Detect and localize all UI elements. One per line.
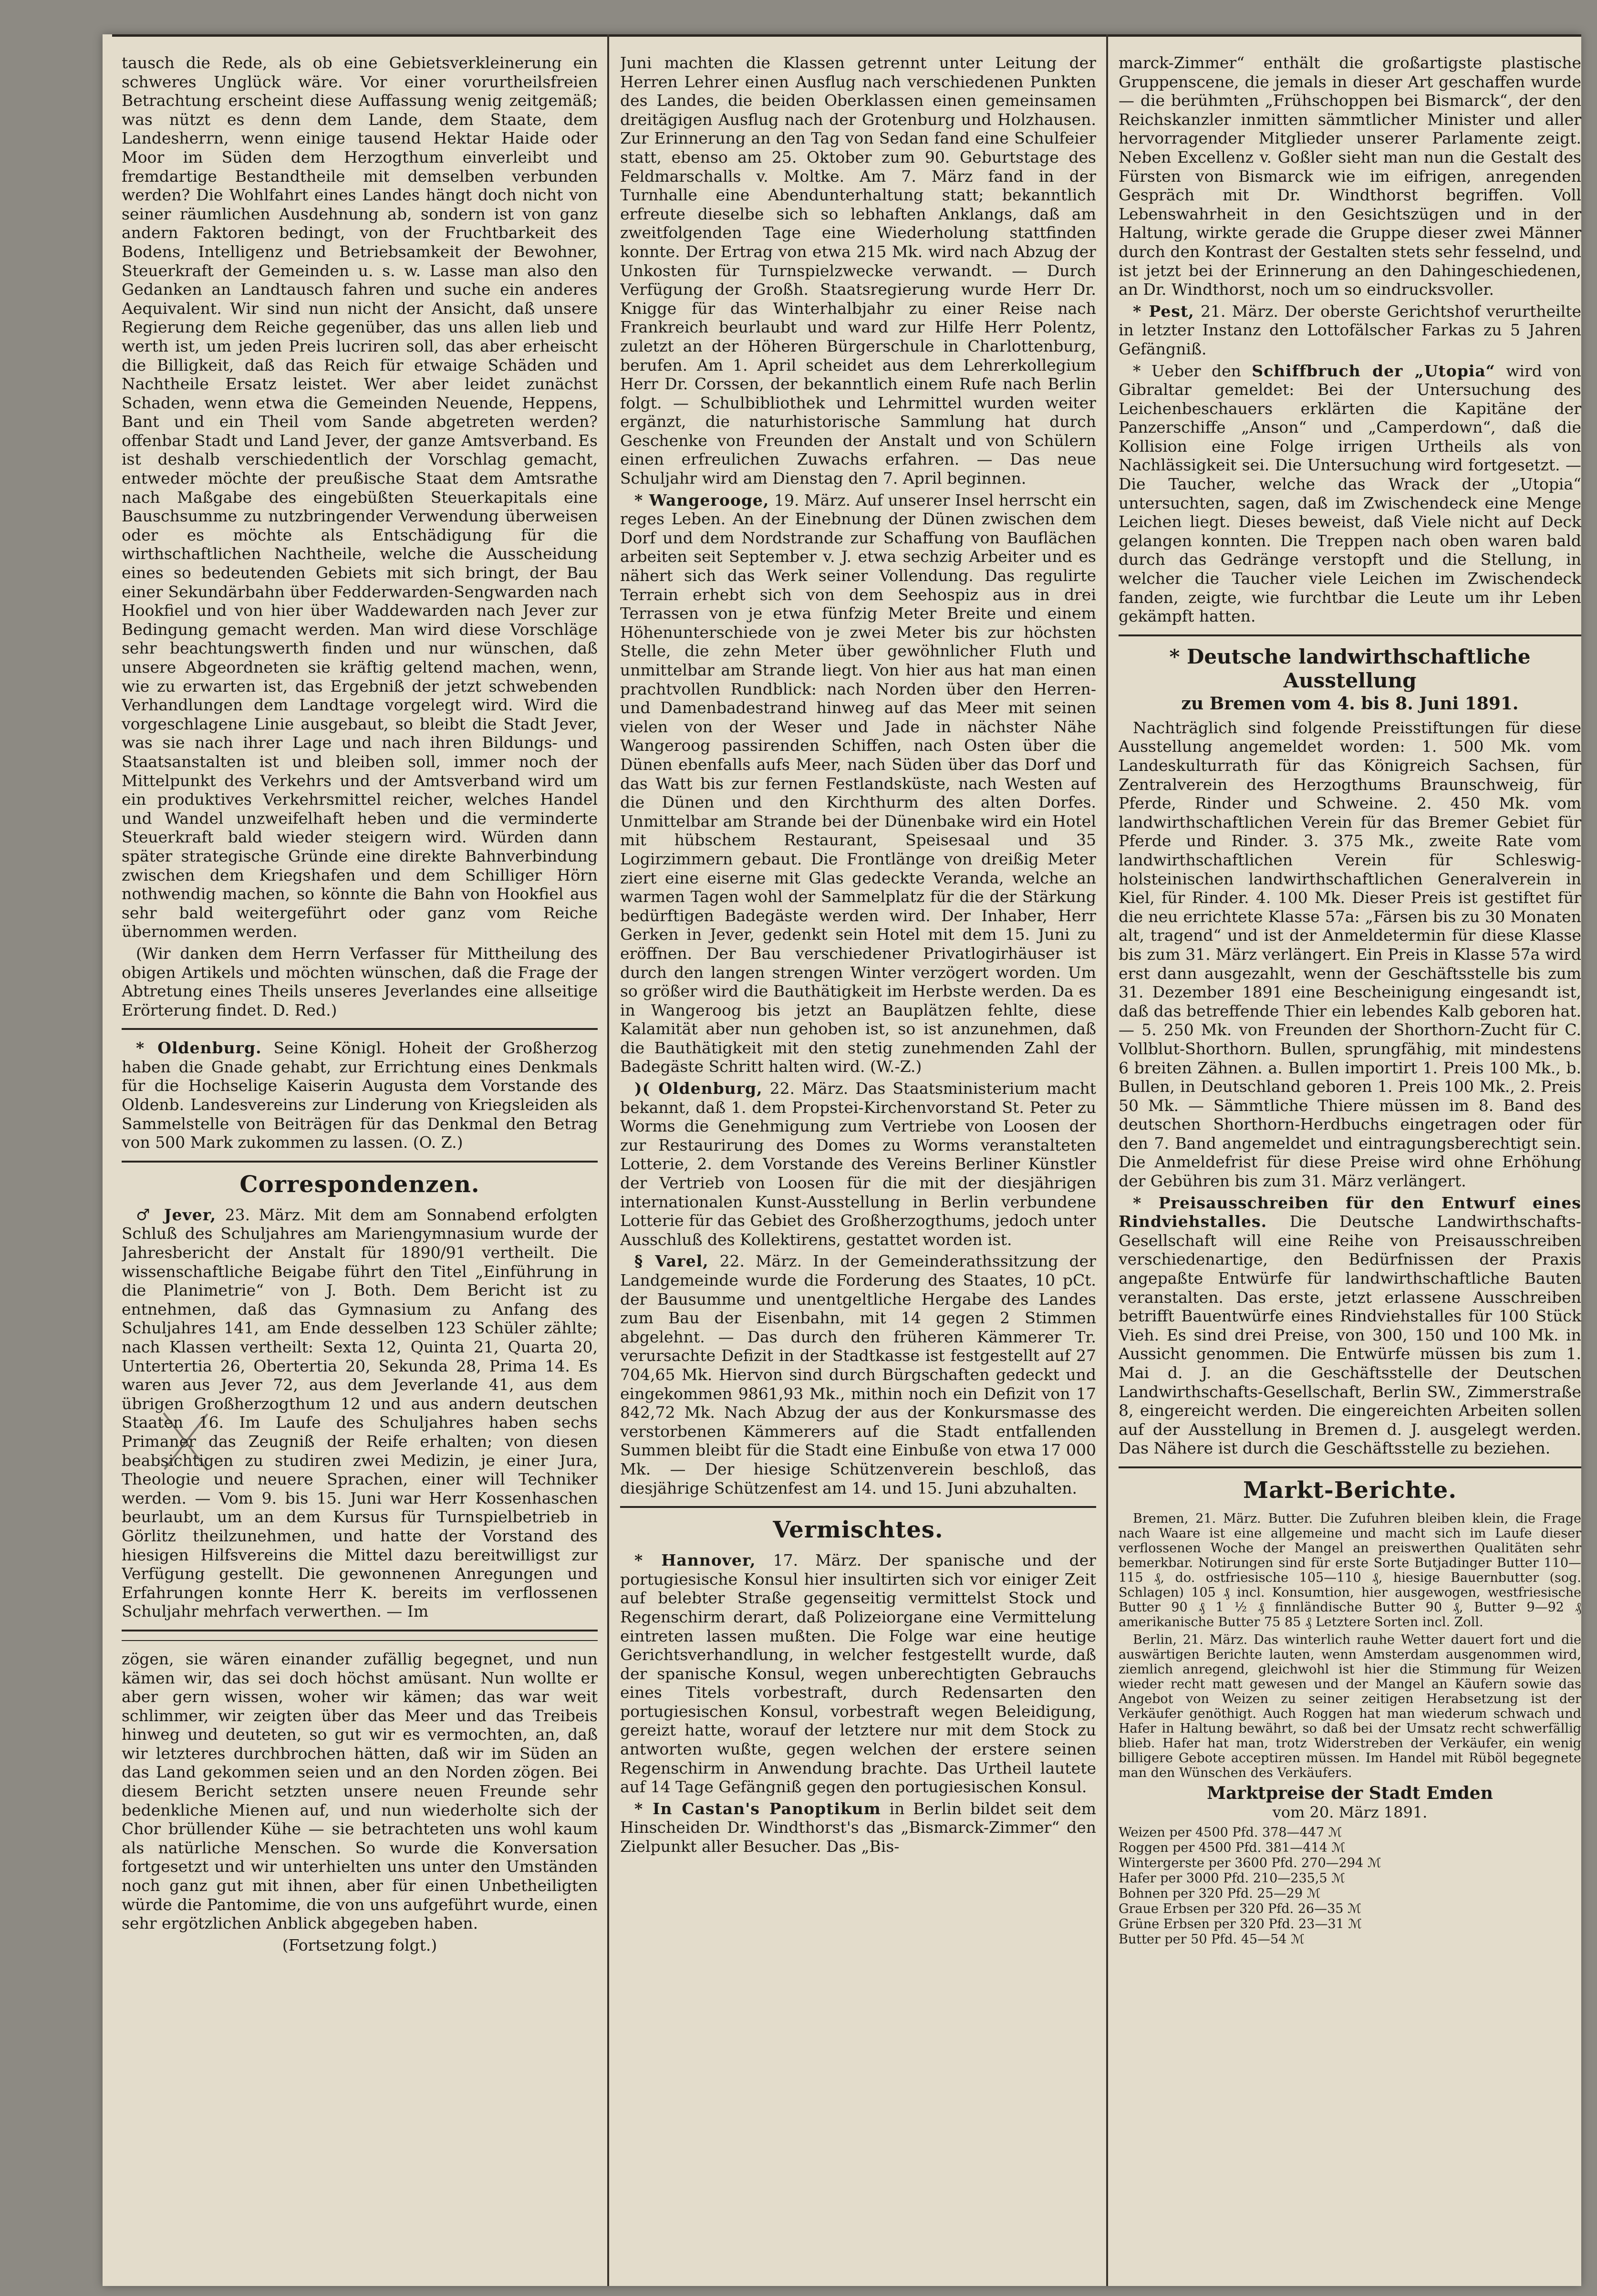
price-line: Roggen per 4500 Pfd. 381—414 ℳ (1119, 1840, 1346, 1855)
dateline: * Wangerooge, (634, 490, 769, 509)
dateline: * Oldenburg. (136, 1039, 262, 1058)
article-panoptikum-continued: marck-Zimmer“ enthält die großartigste plastische Gruppenscene, die jemals in dieser Art geschaffen wurde — die berühmten „Frühschoppen bei Bismarck“, der den Reichskanzler inmitten sämmtlicher Minister und aller hervorragender Mitglieder unserer Parlamente zeigt. Neben Excellenz v. Goßler sieht man nun die Gestalt des Fürsten von Bismarck wie im eifrigen, anregenden Gespräch mit Dr. Windthorst begriffen. Voll Lebenswahrheit in den Gesichtszügen und in der Haltung, wirkte gerade die Gruppe dieser zwei Männer durch den Kontrast der Gestalten stets sehr fesselnd, und ist jetzt bei der Erinnerung an den Dahingeschiedenen, an Dr. Windthorst, noch um so eindrucksvoller. (1119, 53, 1581, 299)
divider (122, 1028, 598, 1030)
dateline: Schiffbruch der „Utopia“ (1252, 361, 1495, 380)
newspaper-page (103, 34, 1581, 2286)
serial-story: zögen, sie wären einander zufällig begegnet, und nun kämen wir, das sei doch höchst amüsant. Nun wollte er aber gern wissen, woher wir kämen; das war weit schlimmer, wir zeigten über das Meer und das Treibeis hinweg und deuteten, so gut wir es vermochten, an, daß wir letzteres durchbrochen hätten, daß wir im Süden an das Land gekommen seien und an den Norden zögen. Bei diesem Bericht setzten unsere neuen Freunde sehr bedenkliche Mienen auf, und nun wiederholte sich der Chor brüllender Kühe — sie betrachteten uns wohl kaum als natürliche Menschen. So wurde die Konversation fortgesetzt und wir unterhielten uns unter den Umständen noch ganz gut mit ihnen, aber für einen Unbetheiligten würde die Pantomime, die von uns aufgeführt wurde, einen sehr ergötzlichen Anblick abgegeben haben. (122, 1649, 598, 1933)
section-heading-vermischtes: Vermischtes. (773, 1517, 944, 1544)
divider-thin (122, 1640, 598, 1641)
editor-note: (Wir danken dem Herrn Verfasser für Mittheilung des obigen Artikels und möchten wünschen, daß die Frage der Abtretung eines Theils unseres Jeverlandes eine allseitige Erörterung findet. D. Red.) (122, 944, 598, 1019)
column-separator (1106, 34, 1108, 2286)
price-line: Wintergerste per 3600 Pfd. 270—294 ℳ (1119, 1855, 1381, 1870)
price-line: Bohnen per 320 Pfd. 25—29 ℳ (1119, 1886, 1321, 1901)
article-wangerooge: * Wangerooge, 19. März. Auf unserer Insel herrscht ein reges Leben. An der Einebnung der Dünen zwischen dem Dorf und dem Nordstrande zur Schaffung von Bauflächen arbeiten seit September v. J. etwa sechzig Arbeiter und es nähert sich das Werk seiner Vollendung. Das regulirte Terrain erhebt sich von dem Seehospiz aus in drei Terrassen von je etwa fünfzig Meter Breite und einem Höhenunterschiede von je zwei Meter bis zur höchsten Stelle, die zehn Meter über gewöhnlicher Fluth und unmittelbar am Strande liegt. Von hier aus hat man einen prachtvollen Rundblick: nach Norden über den Herren- und Damenbadestrand hinweg auf das Meer mit seinen vielen von der Weser und Jade in nächster Nähe Wangeroog passirenden Schiffen, nach Osten über die Dünen ebenfalls aufs Meer, nach Süden über das Dorf und das Watt bis zur fernen Festlandsküste, nach Westen auf die Dünen und den Kirchthurm des alten Dorfes. Unmittelbar am Strande bei der Dünenbake wird ein Hotel mit hübschem Restaurant, Speisesaal und 35 Logirzimmern gebaut. Die Frontlänge von dreißig Meter ziert eine eiserne mit Glas gedeckte Veranda, welche an warmen Tagen wohl der Sammelplatz für die der Stärkung bedürftigen Badegäste werden wird. Der Inhaber, Herr Gerken in Jever, gedenkt sein Hotel mit dem 15. Juni zu eröffnen. Der Bau verschiedener Privatlogirhäuser ist durch den langen strengen Winter verzögert worden. Um so größer wird die Bauthätigkeit im Herbste werden. Da es in Wangeroog bis jetzt an Bauplätzen fehlte, diese Kalamität aber nun gehoben ist, so ist anzunehmen, daß die Bauthätigkeit mit den stetig zunehmenden Zahl der Badegäste Schritt halten wird. (W.-Z.) (620, 490, 1096, 1076)
dateline: )( Oldenburg, (634, 1079, 763, 1098)
serial-continued: (Fortsetzung folgt.) (282, 1935, 437, 1954)
divider (620, 1506, 1096, 1508)
article-exhibition: Nachträglich sind folgende Preisstiftungen für diese Ausstellung angemeldet worden: 1. 500 Mk. vom Landeskulturrath für das Königreich Sachsen, für Zentralverein des Herzogthums Braunschweig, für Pferde, Rinder und Schweine. 2. 450 Mk. vom landwirthschaftlichen Verein für das Bremer Gebiet für Pferde und Rinder. 3. 375 Mk., zweite Rate vom landwirthschaftlichen Verein für Schleswig-holsteinischen landwirthschaftlichen Generalverein in Kiel, für Rinder. 4. 100 Mk. Dieser Preis ist gestiftet für die neu errichtete Klasse 57a: „Färsen bis zu 30 Monaten alt, tragend“ und ist der Anmeldetermin für diese Klasse bis zum 31. März verlängert. Ein Preis in Klasse 57a wird erst dann ausgezahlt, wenn der Geschäftsstelle bis zum 31. Dezember 1891 eine Bescheinigung eingesandt ist, daß das betreffende Thier ein lebendes Kalb geboren hat. — 5. 250 Mk. von Freunden der Shorthorn-Zucht für C. Vollblut-Shorthorn. Bullen, sprungfähig, mit mindestens 6 breiten Zähnen. a. Bullen importirt 1. Preis 100 Mk., b. Bullen, in Deutschland geboren 1. Preis 100 Mk., 2. Preis 50 Mk. — Sämmtliche Thiere müssen im 8. Band des deutschen Shorthorn-Herdbuchs eingetragen oder für den 7. Band angemeldet und eintragungsberechtigt sein. Die Anmeldefrist für diese Preise wird ohne Erhöhung der Gebühren bis zum 31. März verlängert. (1119, 718, 1581, 1191)
exhibition-subheading: zu Bremen vom 4. bis 8. Juni 1891. (1181, 693, 1519, 714)
dateline: ♂ Jever, (136, 1205, 217, 1224)
article-panoptikum: * In Castan's Panoptikum in Berlin bildet seit dem Hinscheiden Dr. Windthorst's das „Bismarck-Zimmer“ den Zielpunkt aller Besucher. Das „Bis- (620, 1799, 1096, 1856)
divider (1119, 634, 1581, 636)
column-middle (620, 53, 1096, 2276)
prices-date: vom 20. März 1891. (1272, 1803, 1428, 1821)
dateline: § Varel, (634, 1252, 709, 1271)
article-varel: § Varel, 22. März. In der Gemeinderathssitzung der Landgemeinde wurde die Forderung des Staates, 10 pCt. der Bausumme und unentgeltliche Hergabe des Landes zum Bau der Eisenbahn, mit 14 gegen 2 Stimmen abgelehnt. — Das durch den früheren Kämmerer Tr. verursachte Defizit in der Stadtkasse ist festgestellt auf 27 704,65 Mk. Hiervon sind durch Bürgschaften gedeckt und eingekommen 9861,93 Mk., mithin noch ein Defizit von 17 842,72 Mk. Nach Abzug der aus der Konkursmasse des verstorbenen Kämmerers auf die Stadt entfallenden Summen bleibt für die Stadt eine Einbuße von etwa 17 000 Mk. — Der hiesige Schützenverein beschloß, das diesjährige Schützenfest am 14. und 15. Juni abzuhalten. (620, 1252, 1096, 1497)
dateline: * Hannover, (634, 1551, 756, 1570)
dateline: * In Castan's Panoptikum (634, 1799, 881, 1818)
article-oldenburg: * Oldenburg. Seine Königl. Hoheit der Großherzog haben die Gnade gehabt, zur Errichtung eines Denkmals für die Hochselige Kaiserin Augusta dem Vorstande des Oldenb. Landesvereins zur Linderung von Kriegsleiden als Sammelstelle von Beiträgen für das Denkmal den Betrag von 500 Mark zukommen zu lassen. (O. Z.) (122, 1039, 598, 1152)
article-pest: * Pest, 21. März. Der oberste Gerichtshof verurtheilte in letzter Instanz den Lottofälscher Farkas zu 5 Jahren Gefängniß. (1119, 301, 1581, 358)
column-separator (607, 34, 609, 2286)
article-oldenburg-lottery: )( Oldenburg, 22. März. Das Staatsministerium macht bekannt, daß 1. dem Propstei-Kirchenvorstand St. Peter zu Worms die Genehmigung zum Vertriebe von Loosen der zur Restaurirung des Domes zu Worms veranstalteten Lotterie, 2. dem Vorstande des Vereins Berliner Künstler der Vertrieb von Loosen für die mit der diesjährigen internationalen Kunst-Ausstellung in Berlin verbundene Lotterie für das Gebiet des Großherzogthums, jedoch unter Ausschluß des Kollektirens, gestattet worden ist. (620, 1079, 1096, 1249)
price-line: Grüne Erbsen per 320 Pfd. 23—31 ℳ (1119, 1916, 1362, 1932)
top-rule (112, 34, 1581, 37)
market-report-bremen: Bremen, 21. März. Butter. Die Zufuhren bleiben klein, die Frage nach Waare ist eine allgemeine und macht sich im Laufe dieser verflossenen Woche der Mangel an preiswerthen Qualitäten sehr bemerkbar. Notirungen sind für erste Sorte Butjadinger Butter 110—115 ₰, do. ostfriesische 105—110 ₰, hiesige Bauernbutter (sog. Schlagen) 105 ₰ incl. Konsumtion, hier ausgewogen, westfriesische Butter 90 ₰ 1 ½ ₰ finnländische Butter 90 ₰, Butter 9—92 ₰ amerikanische Butter 75 85 ₰ Letztere Sorten incl. Zoll. (1119, 1511, 1581, 1630)
price-line: Graue Erbsen per 320 Pfd. 26—35 ℳ (1119, 1901, 1361, 1916)
market-report-berlin: Berlin, 21. März. Das winterlich rauhe Wetter dauert fort und die auswärtigen Berichte lauten, wenn Amsterdam ausgenommen wird, ziemlich anregend, gleichwohl ist hier die Stimmung für Weizen wieder recht matt gewesen und der Mangel an Käufern sowie das Angebot von Weizen zu seiner zeitigen Herabsetzung ist der Verkäufer genöthigt. Auch Roggen hat man wiederum schwach und Hafer in Haltung bewährt, so daß bei der Umsatz recht schwerfällig blieb. Hafer hat man, trotz Widerstreben der Verkäufer, ein wenig billigere Gebote acceptiren müssen. Im Handel mit Rüböl begegnete man den Wünschen des Verkäufers. (1119, 1632, 1581, 1780)
prices-heading: Marktpreise der Stadt Emden (1207, 1783, 1493, 1803)
article-hannover: * Hannover, 17. März. Der spanische und der portugiesische Konsul hier insultirten sich vor einiger Zeit auf belebter Straße gegenseitig vermittelst Stock und Regenschirm derart, daß Polizeiorgane eine Vermittelung eintreten lassen mußten. Die Folge war eine heutige Gerichtsverhandlung, in welcher festgestellt wurde, daß der spanische Konsul, wegen unberechtigten Gebrauchs eines Titels vorbestraft, durch Redensarten den portugiesischen Konsul, vorbestraft wegen Beleidigung, gereizt hatte, worauf der letztere nur mit dem Stock zu antworten wußte, gegen welchen der erstere seinen Regenschirm in Anwendung brachte. Das Urtheil lautete auf 14 Tage Gefängniß gegen den portugiesischen Konsul. (620, 1551, 1096, 1797)
divider (122, 1161, 598, 1163)
price-line: Weizen per 4500 Pfd. 378—447 ℳ (1119, 1825, 1342, 1840)
price-line: Hafer per 3000 Pfd. 210—235,5 ℳ (1119, 1870, 1346, 1886)
section-heading-correspondenzen: Correspondenzen. (239, 1171, 480, 1198)
dateline: * Pest, (1133, 301, 1194, 321)
divider (1119, 1466, 1581, 1468)
price-line: Butter per 50 Pfd. 45—54 ℳ (1119, 1932, 1305, 1947)
article-utopia: * Ueber den Schiffbruch der „Utopia“ wird von Gibraltar gemeldet: Bei der Untersuchung des Leichenbeschauers erklärten die Kapitäne der Panzerschiffe „Anson“ und „Camperdown“, daß die Kollision eine Folge irrigen Urtheils als von Nachlässigkeit sei. Die Untersuchung wird fortgesetzt. — Die Taucher, welche das Wrack der „Utopia“ untersuchten, sagen, daß im Zwischendeck eine Menge Leichen liegt. Dieses beweist, daß Viele nicht auf Deck gelangen konnten. Die Treppen nach oben waren bald durch das Gedränge verstopft und die Stellung, in welcher die Taucher viele Leichen im Zwischendeck fanden, zeigte, wie furchtbar die Leute um ihr Leben gekämpft hatten. (1119, 361, 1581, 626)
column-right (1119, 53, 1581, 2276)
section-heading-marktberichte: Markt-Berichte. (1243, 1476, 1457, 1504)
divider (122, 1630, 598, 1631)
article-jever: ♂ Jever, 23. März. Mit dem am Sonnabend erfolgten Schluß des Schuljahres am Mariengymnasium wurde der Jahresbericht der Anstalt für 1890/91 vertheilt. Die wissenschaftliche Beigabe führt den Titel „Einführung in die Planimetrie“ von J. Both. Dem Bericht ist zu entnehmen, daß das Gymnasium zu Anfang des Schuljahres 141, am Ende desselben 123 Schüler zählte; nach Klassen vertheilt: Sexta 12, Quinta 21, Quarta 20, Untertertia 26, Obertertia 20, Sekunda 28, Prima 14. Es waren aus Jever 72, aus dem Jeverlande 41, aus dem übrigen Großherzogthum 12 und aus andern deutschen Staaten 16. Im Laufe des Schuljahres haben sechs Primaner das Zeugniß der Reife erhalten; von diesen beabsichtigen zu studiren zwei Medizin, je einer Jura, Theologie und neuere Sprachen, einer will Techniker werden. — Vom 9. bis 15. Juni war Herr Kossenhaschen beurlaubt, um an dem Kursus für Turnspielbetrieb in Görlitz theilzunehmen, und hatte der Vorstand des hiesigen Hilfsvereins die Mittel dazu bereitwilligst zur Verfügung gestellt. Die gewonnenen Anregungen und Erfahrungen konnte Herr K. bereits im verflossenen Schuljahr mehrfach verwerthen. — Im (122, 1205, 598, 1621)
article-jever-continued: Juni machten die Klassen getrennt unter Leitung der Herren Lehrer einen Ausflug nach verschiedenen Punkten des Landes, die beiden Oberklassen einen gemeinsamen dreitägigen Ausflug nach der Grotenburg und Holzhausen. Zur Erinnerung an den Tag von Sedan fand eine Schulfeier statt, ebenso am 25. Oktober zum 90. Geburtstage des Feldmarschalls v. Moltke. Am 7. März fand in der Turnhalle eine Abendunterhaltung statt; bekanntlich erfreute dieselbe sich so lebhaften Anklangs, daß am zweitfolgenden Tage eine Wiederholung stattfinden konnte. Der Ertrag von etwa 215 Mk. wird nach Abzug der Unkosten für Turnspielzwecke verwandt. — Durch Verfügung der Großh. Staatsregierung wurde Herr Dr. Knigge für das Winterhalbjahr zu einer Reise nach Frankreich beurlaubt und ward zur Hilfe Herr Polentz, zuletzt an der Höheren Bürgerschule in Charlottenburg, berufen. Am 1. April scheidet aus dem Lehrerkollegium Herr Dr. Corssen, der bekanntlich einem Rufe nach Berlin folgt. — Schulbibliothek und Lehrmittel wurden weiter ergänzt, die naturhistorische Sammlung hat durch Geschenke von Freunden der Anstalt und von Schülern einen erfreulichen Zuwachs erfahren. — Das neue Schuljahr wird am Dienstag den 7. April beginnen. (620, 53, 1096, 488)
dateline: * Preisausschreiben für den Entwurf eines Rindviehstalles. (1119, 1193, 1581, 1231)
exhibition-heading: * Deutsche landwirthschaftliche Ausstellung (1169, 644, 1531, 692)
column-left (122, 53, 598, 2276)
article-competition: * Preisausschreiben für den Entwurf eines Rindviehstalles. Die Deutsche Landwirthschafts-Gesellschaft will eine Reihe von Preisausschreiben verschiedenartige, den Bedürfnissen der Praxis angepaßte Entwürfe für landwirthschaftliche Bauten veranstalten. Das erste, jetzt erlassene Ausschreiben betrifft Bauentwürfe eines Rindviehstalles für 100 Stück Vieh. Es sind drei Preise, von 300, 150 und 100 Mk. in Aussicht genommen. Die Entwürfe müssen bis zum 1. Mai d. J. an die Geschäftsstelle der Deutschen Landwirthschafts-Gesellschaft, Berlin SW., Zimmerstraße 8, eingereicht werden. Die eingereichten Arbeiten sollen auf der Ausstellung in Bremen d. J. ausgelegt werden. Das Nähere ist durch die Geschäftsstelle zu beziehen. (1119, 1193, 1581, 1458)
article-landtausch: tausch die Rede, als ob eine Gebietsverkleinerung ein schweres Unglück wäre. Vor einer vorurtheilsfreien Betrachtung erscheint diese Auffassung wenig zeitgemäß; was nützt es denn dem Lande, dem Staate, dem Landesherrn, wenn einige tausend Hektar Haide oder Moor im Süden dem Herzogthum einverleibt und fremdartige Bestandtheile mit demselben verbunden werden? Die Wohlfahrt eines Landes hängt doch nicht von seiner räumlichen Ausdehnung ab, sondern ist von ganz andern Faktoren bedingt, von der Fruchtbarkeit des Bodens, Intelligenz und Betriebsamkeit der Bewohner, Steuerkraft der Gemeinden u. s. w. Lasse man also den Gedanken an Landtausch fahren und suche ein anderes Aequivalent. Wir sind nun nicht der Ansicht, daß unsere Regierung dem Reiche gegenüber, das uns allen lieb und werth ist, um jeden Preis lucriren soll, das aber erheischt die Billigkeit, daß das Reich für etwaige Schäden und Nachtheile Ersatz leistet. Wer aber leidet zunächst Schaden, wenn etwa die Gemeinden Neuende, Heppens, Bant und ein Theil vom Sande abgetreten werden? offenbar Stadt und Land Jever, der ganze Amtsverband. Es ist deshalb verschiedentlich der Vorschlag gemacht, entweder möchte der preußische Staat dem Amtsrathe nach Maßgabe des eingebüßten Steuerkapitals eine Bauschsumme zu nutzbringender Verwendung überweisen oder es möchte als Entschädigung für die wirthschaftlichen Nachtheile, welche die Ausscheidung eines so bedeutenden Gebiets mit sich bringt, der Bau einer Sekundärbahn über Fedderwarden-Sengwarden nach Hookfiel und von hier über Waddewarden nach Jever zur Bedingung gemacht werden. Man wird diese Vorschläge sehr beachtungswerth finden und nur wünschen, daß unsere Abgeordneten sie kräftig geltend machen, wenn, wie zu erwarten ist, das Ergebniß der jetzt schwebenden Verhandlungen dem Landtage vorgelegt wird. Wird die vorgeschlagene Linie ausgebaut, so bleibt die Stadt Jever, was sie nach ihrer Lage und nach ihren Bildungs- und Staatsanstalten ist und bleiben soll, immer noch der Mittelpunkt des Verkehrs und der Amtsverband wird um ein produktives Verkehrsmittel reicher, welches Handel und Wandel unzweifelhaft heben und die verminderte Steuerkraft bald wieder steigern wird. Würden dann später strategische Gründe eine direkte Bahnverbindung zwischen dem Kriegshafen und dem Schilliger Hörn nothwendig machen, so könnte die Bahn von Hookfiel aus sehr bald weitergeführt oder ganz vom Reiche übernommen werden. (122, 53, 598, 941)
